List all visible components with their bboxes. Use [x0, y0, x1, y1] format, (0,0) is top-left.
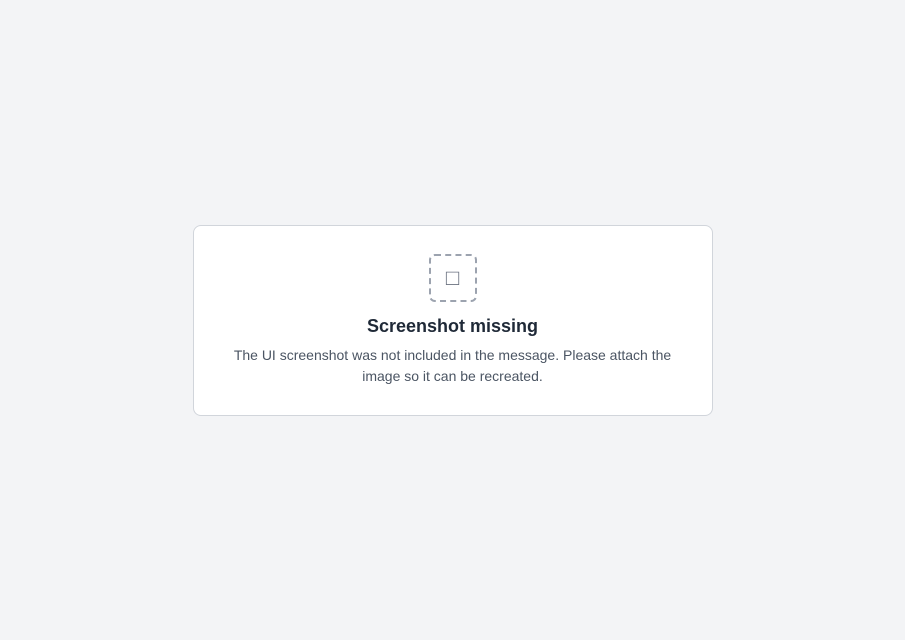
- missing-image-notice: [193, 225, 713, 416]
- image-icon: □: [429, 254, 477, 302]
- notice-body: The UI screenshot was not included in the message. Please attach the image so it can be recreated.: [233, 346, 672, 384]
- notice-title: Screenshot missing: [366, 315, 539, 336]
